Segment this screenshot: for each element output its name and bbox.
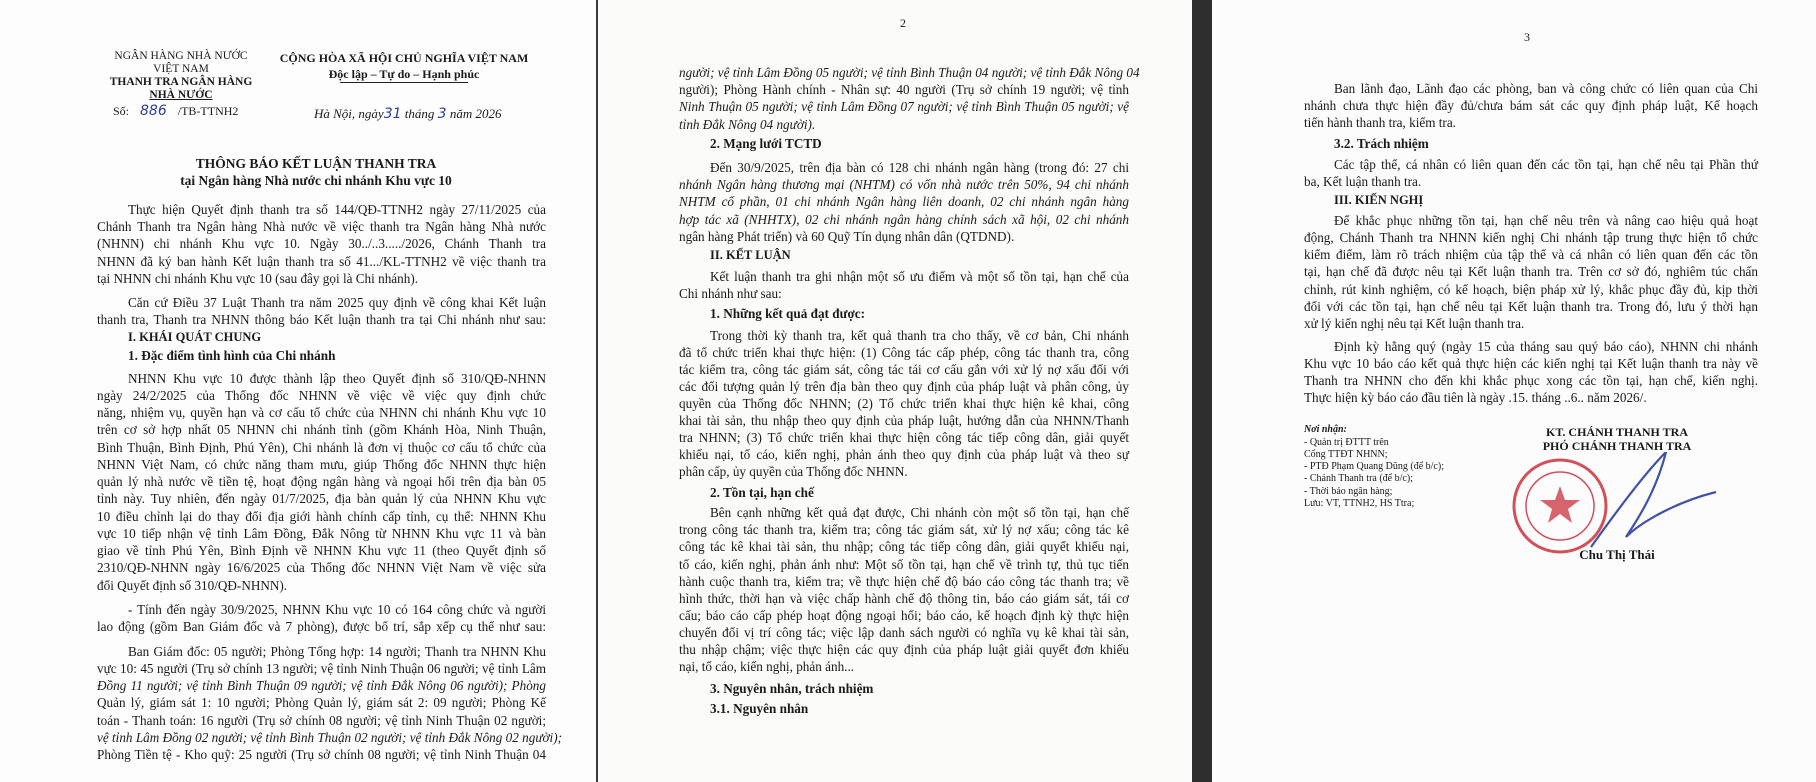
body-line: NHTM cổ phần, 01 chi nhánh Ngân hàng liên doanh, 02 chi nhánh ngân hàng xyxy=(679,194,1129,209)
body-line: ngày 24/2/2025 của Thống đốc NHNN về việc về việc quy định chức xyxy=(97,388,546,403)
section-heading: 3. Nguyên nhân, trách nhiệm xyxy=(710,681,874,696)
body-line: lao động (gồm Ban Giám đốc và 7 phòng), được bố trí, sắp xếp cụ thể như sau: xyxy=(97,619,546,634)
body-line: 2310/QĐ-NHNN ngày 16/6/2025 của Thống đốc NHNN Việt Nam về việc sửa xyxy=(97,560,546,575)
section-heading: 2. Tồn tại, hạn chế xyxy=(710,485,814,500)
intro-line: Căn cứ Điều 37 Luật Thanh tra năm 2025 quy định về công khai Kết luận xyxy=(128,295,546,310)
body-line: nại, tố cáo, kiến nghị, phản ánh... xyxy=(679,659,855,674)
issuer-line-4: NHÀ NƯỚC xyxy=(149,89,213,101)
intro-line: (NHNN) chi nhánh Khu vực 10. Ngày 30../..3...../2026, Chánh Thanh tra xyxy=(97,236,546,251)
document-page-1 xyxy=(0,0,596,782)
body-line: hành cuộc thanh tra, kiểm tra; về thực hiện chế độ báo cáo công tác thanh tra; về xyxy=(679,574,1129,589)
date-day-handwritten: 31 xyxy=(383,106,402,122)
date-month-handwritten: 3 xyxy=(437,106,447,122)
recipient-item: Cổng TTĐT NHNN; xyxy=(1304,449,1388,460)
body-line: 10 điều chỉnh lại do thay đổi địa giới hành chính cấp tỉnh, cụ thể: NHNN Khu xyxy=(97,509,546,524)
body-line: tra NHNN; (3) Tổ chức triển khai thực hiện công tác tiếp công dân, giải quyết xyxy=(679,430,1129,445)
body-line: khai tài sản, thu nhập theo quy định của pháp luật, hướng dẫn của NHNN/Thanh xyxy=(679,413,1129,428)
body-line: nhánh Ngân hàng thương mại (NHTM) có vốn nhà nước trên 50%, 94 chi nhánh xyxy=(679,177,1129,192)
body-line: Chi nhánh như sau: xyxy=(679,286,782,301)
body-line: kiểm điểm, làm rõ trách nhiệm của tập thể và cá nhân có liên quan đến các tồn xyxy=(1304,247,1758,262)
recipient-item: - PTĐ Phạm Quang Dũng (để b/c); xyxy=(1304,461,1444,472)
page-number: 3 xyxy=(1524,30,1530,44)
section-heading: 1. Những kết quả đạt được: xyxy=(710,306,866,321)
body-line: hợp tác xã (NHHTX), 02 chi nhánh ngân hàng chính sách xã hội, 02 chi nhánh xyxy=(679,212,1129,227)
body-line: hình thức, thời hạn và việc chấp hành chế độ thông tin, báo cáo giám sát, tái cơ xyxy=(679,591,1129,606)
body-line: động, Chánh Thanh tra NHNN kiến nghị Chi nhánh tập trung thực hiện tổ chức xyxy=(1304,230,1758,245)
issuer-line-2: VIỆT NAM xyxy=(153,63,209,75)
body-line: phân cấp, ủy quyền của Thống đốc NHNN. xyxy=(679,464,908,479)
body-line: xử lý kiến nghị nêu tại Kết luận thanh tra. xyxy=(1304,316,1525,331)
body-line: Thực hiện kỳ báo cáo đầu tiên là ngày .15. tháng ..6.. năm 2026/. xyxy=(1304,390,1647,405)
body-line: Khu vực 10 báo cáo kết quả thực hiện các kiến nghị tại Kết luận thanh tra này về xyxy=(1304,356,1758,371)
body-line: ngân hàng Phát triển) và 60 Quỹ Tín dụng nhân dân (QTDND). xyxy=(679,229,1015,244)
body-line: Bình Thuận, Bình Định, Phú Yên), Chi nhánh là đơn vị thuộc cơ cấu tổ chức của xyxy=(97,440,546,455)
doc-number-prefix: Số: xyxy=(113,104,130,118)
body-line: năng, nhiệm vụ, quyền hạn và cơ cấu tổ chức của NHNN chi nhánh Khu vực 10 xyxy=(97,405,546,420)
recipients-title: Nơi nhận: xyxy=(1304,424,1347,435)
body-line: đã tổ chức triển khai thực hiện: (1) Công tác cấp phép, công tác thanh tra, công xyxy=(679,345,1129,360)
body-line: Ban lãnh đạo, Lãnh đạo các phòng, ban và công chức có liên quan của Chi xyxy=(1334,81,1758,96)
body-line: tỉnh Đắk Nông 04 người). xyxy=(679,117,816,132)
body-line: Quản lý, giám sát 1: 10 người; Phòng Quản lý, giám sát 2: 09 người; Phòng Kế xyxy=(97,695,546,710)
recipient-item: - Chánh Thanh tra (để b/c); xyxy=(1304,473,1413,484)
body-line: khiếu nại, tố cáo, kiến nghị, phản ánh theo quy định của pháp luật và theo sự xyxy=(679,447,1129,462)
body-line: công tác kê khai tài sản, thu nhập; công tác tiếp công dân, giải quyết khiếu nại, xyxy=(679,539,1129,554)
body-line: NHNN Khu vực 10 được thành lập theo Quyết định số 310/QĐ-NHNN xyxy=(128,371,546,386)
doc-number-handwritten: 886 xyxy=(140,103,167,119)
body-line: trong công tác thanh tra, kiểm tra; công tác giám sát, xử lý nợ xấu; công tác kê xyxy=(679,522,1129,537)
body-line: Ban Giám đốc: 05 người; Phòng Tổng hợp: 14 người; Thanh tra NHNN Khu xyxy=(128,644,546,659)
body-line: tiến hành thanh tra, kiểm tra. xyxy=(1304,115,1456,130)
intro-line: thanh tra, Thanh tra NHNN thông báo Kết luận thanh tra tại Chi nhánh như sau: xyxy=(97,312,546,327)
body-line: người; vệ tỉnh Lâm Đồng 05 người; vệ tỉnh Bình Thuận 04 người; vệ tỉnh Đắk Nông 04 xyxy=(679,65,1140,80)
body-line: vực 10: 45 người (Trụ sở chính 13 người; vệ tỉnh Ninh Thuận 06 người; vệ tỉnh Lâm xyxy=(97,661,546,676)
signer-title-1: KT. CHÁNH THANH TRA xyxy=(1545,425,1689,439)
body-line: chuyển đổi vị trí công tác; việc lập danh sách người có nghĩa vụ kê khai tài sản, xyxy=(679,625,1129,640)
section-heading: 2. Mạng lưới TCTD xyxy=(710,136,822,151)
issue-date xyxy=(314,105,501,124)
body-line: Kết luận thanh tra ghi nhận một số ưu điểm và một số tồn tại, hạn chế của xyxy=(710,269,1129,284)
body-line: quản lý nhà nước về tiền tệ, hoạt động ngân hàng và ngoại hối trên địa bàn 05 xyxy=(97,474,546,489)
national-title: CỘNG HÒA XÃ HỘI CHỦ NGHĨA VIỆT NAM xyxy=(279,51,529,65)
doc-number-suffix: /TB-TTNH2 xyxy=(177,104,239,118)
body-line: tỉnh này. Tuy nhiên, đến ngày 01/7/2025, địa bàn quản lý của NHNN Khu vực xyxy=(97,491,546,506)
body-line: vực 10 tiếp nhận vệ tỉnh Lâm Đồng, Đắk Nông từ NHNN Khu vực 11 và bàn xyxy=(97,526,546,541)
recipient-item: - Thời báo ngân hàng; xyxy=(1304,486,1393,497)
page-divider xyxy=(1192,0,1212,782)
intro-line: NHNN đã ký ban hành Kết luận thanh tra số 41.../KL-TTNH2 về việc thanh tra xyxy=(97,254,546,269)
intro-line: tại NHNN chi nhánh Khu vực 10 (sau đây gọi là Chi nhánh). xyxy=(97,271,419,286)
notice-subtitle: tại Ngân hàng Nhà nước chi nhánh Khu vực 10 xyxy=(180,173,452,188)
motto-underline xyxy=(340,82,468,83)
body-line: Thanh tra NHNN cho đến khi khắc phục xong các tồn tại, hạn chế, kiến nghị. xyxy=(1304,373,1758,388)
date-prefix: Hà Nội, ngày xyxy=(314,106,384,121)
section-heading: III. KIẾN NGHỊ xyxy=(1334,193,1424,207)
date-year: năm 2026 xyxy=(449,106,502,121)
doc-number xyxy=(113,103,238,121)
body-line: người); Phòng Hành chính - Nhân sự: 40 người (Trụ sở chính 19 người; vệ tỉnh xyxy=(679,82,1129,97)
recipient-item: Lưu: VT, TTNH2, HS Ttra; xyxy=(1304,498,1415,509)
body-line: Ninh Thuận 05 người; vệ tỉnh Lâm Đồng 07 người; vệ tỉnh Bình Thuận 05 người; vệ xyxy=(679,99,1129,114)
document-page-2 xyxy=(598,0,1192,782)
signer-title-2: PHÓ CHÁNH THANH TRA xyxy=(1542,439,1692,453)
section-heading: II. KẾT LUẬN xyxy=(710,248,791,262)
intro-line: Thực hiện Quyết định thanh tra số 144/QĐ-TTNH2 ngày 27/11/2025 của xyxy=(128,202,546,217)
issuer-line-3: THANH TRA NGÂN HÀNG xyxy=(109,76,253,88)
body-line: nhánh chưa thực hiện đầy đủ/chưa bám sát các quy định pháp luật, Kế hoạch xyxy=(1304,98,1758,113)
intro-line: Chánh Thanh tra Ngân hàng Nhà nước về việc thanh tra Ngân hàng Nhà nước xyxy=(97,219,546,234)
body-line: Phòng Tiền tệ - Kho quỹ: 25 người (Trụ sở chính 08 người; vệ tỉnh Ninh Thuận 04 xyxy=(97,747,546,762)
body-line: - Tính đến ngày 30/9/2025, NHNN Khu vực 10 có 164 công chức và người xyxy=(128,602,546,617)
body-line: NHNN Việt Nam, có chức năng tham mưu, giúp Thống đốc NHNN thực hiện xyxy=(97,457,546,472)
body-line: Trong thời kỳ thanh tra, kết quả thanh tra cho thấy, về cơ bản, Chi nhánh xyxy=(710,328,1129,343)
body-line: tố cáo, kiến nghị, phản ánh như: Một số tồn tại, hạn chế về trình tự, thủ tục tiến xyxy=(679,557,1129,572)
body-line: quyền của Thống đốc NHNN; (2) Tổ chức triển khai thực hiện kê khai, công xyxy=(679,396,1129,411)
page-number: 2 xyxy=(900,16,906,30)
section-1-1-heading: 1. Đặc điểm tình hình của Chi nhánh xyxy=(128,348,336,363)
body-line: Các tập thể, cá nhân có liên quan đến các tồn tại, hạn chế nêu tại Phần thứ xyxy=(1334,157,1758,172)
signer-name: Chu Thị Thái xyxy=(1579,547,1655,562)
body-line: trên cơ sở hợp nhất 05 NHNN chi nhánh tỉnh (gồm Khánh Hòa, Ninh Thuận, xyxy=(97,422,546,437)
body-line: tác kiểm tra, công tác giám sát, công tác tái cơ cấu gắn với xử lý nợ xấu đối với xyxy=(679,362,1129,377)
section-heading: 3.1. Nguyên nhân xyxy=(710,701,809,716)
body-line: đổi Quyết định số 310/QĐ-NHNN). xyxy=(97,578,288,593)
body-line: chỉnh, rút kinh nghiệm, có kế hoạch, biện pháp xử lý, khắc phục đầy đủ, kịp thời xyxy=(1304,282,1758,297)
document-page-3 xyxy=(1212,0,1816,782)
body-line: vệ tỉnh Lâm Đồng 02 người; vệ tỉnh Bình Thuận 02 người; vệ tỉnh Đắk Nông 02 người); xyxy=(97,730,563,745)
body-line: toán - Thanh toán: 16 người (Trụ sở chính 08 người; vệ tỉnh Ninh Thuận 02 người; xyxy=(97,713,546,728)
date-month-label: tháng xyxy=(404,106,435,121)
body-line: thu nhập chậm; việc thực hiện các quy định của pháp luật giải quyết đơn khiếu xyxy=(679,642,1129,657)
section-heading: 3.2. Trách nhiệm xyxy=(1334,136,1429,151)
body-line: ba, Kết luận thanh tra. xyxy=(1304,174,1422,189)
body-line: đối với các tồn tại, hạn chế nêu tại Kết luận thanh tra. Trong đó, lưu ý thời hạn xyxy=(1304,299,1758,314)
body-line: Đến 30/9/2025, trên địa bàn có 128 chi nhánh ngân hàng (trong đó: 27 chi xyxy=(710,160,1129,175)
body-line: tại, hạn chế đã được nêu tại Kết luận thanh tra. Trên cơ sở đó, nghiêm túc chấn xyxy=(1304,264,1758,279)
body-line: Định kỳ hằng quý (ngày 15 của tháng sau quý báo cáo), NHNN chi nhánh xyxy=(1334,339,1758,354)
recipient-item: - Quản trị ĐTTT trên xyxy=(1304,437,1389,448)
section-1-heading: I. KHÁI QUÁT CHUNG xyxy=(128,330,262,344)
body-line: cấu; báo cáo cấp phép hoạt động ngoại hối; báo cáo, kế hoạch định kỳ thực hiện xyxy=(679,608,1129,623)
body-line: giao về tỉnh Phú Yên, Bình Định về NHNN Khu vực 11 (theo Quyết định số xyxy=(97,543,546,558)
notice-title: THÔNG BÁO KẾT LUẬN THANH TRA xyxy=(195,156,437,171)
body-line: Để khắc phục những tồn tại, hạn chế nêu trên và nâng cao hiệu quả hoạt xyxy=(1334,213,1758,228)
body-line: Đồng 11 người; vệ tỉnh Bình Thuận 09 người; vệ tỉnh Đắk Nông 06 người); Phòng xyxy=(97,678,546,693)
national-motto: Độc lập – Tự do – Hạnh phúc xyxy=(328,67,480,81)
body-line: các đối tượng quản lý trên địa bàn theo quy định của pháp luật và phân công, ủy xyxy=(679,379,1129,394)
body-line: Bên cạnh những kết quả đạt được, Chi nhánh còn một số tồn tại, hạn chế xyxy=(710,505,1129,520)
issuer-line-1: NGÂN HÀNG NHÀ NƯỚC xyxy=(114,50,248,62)
